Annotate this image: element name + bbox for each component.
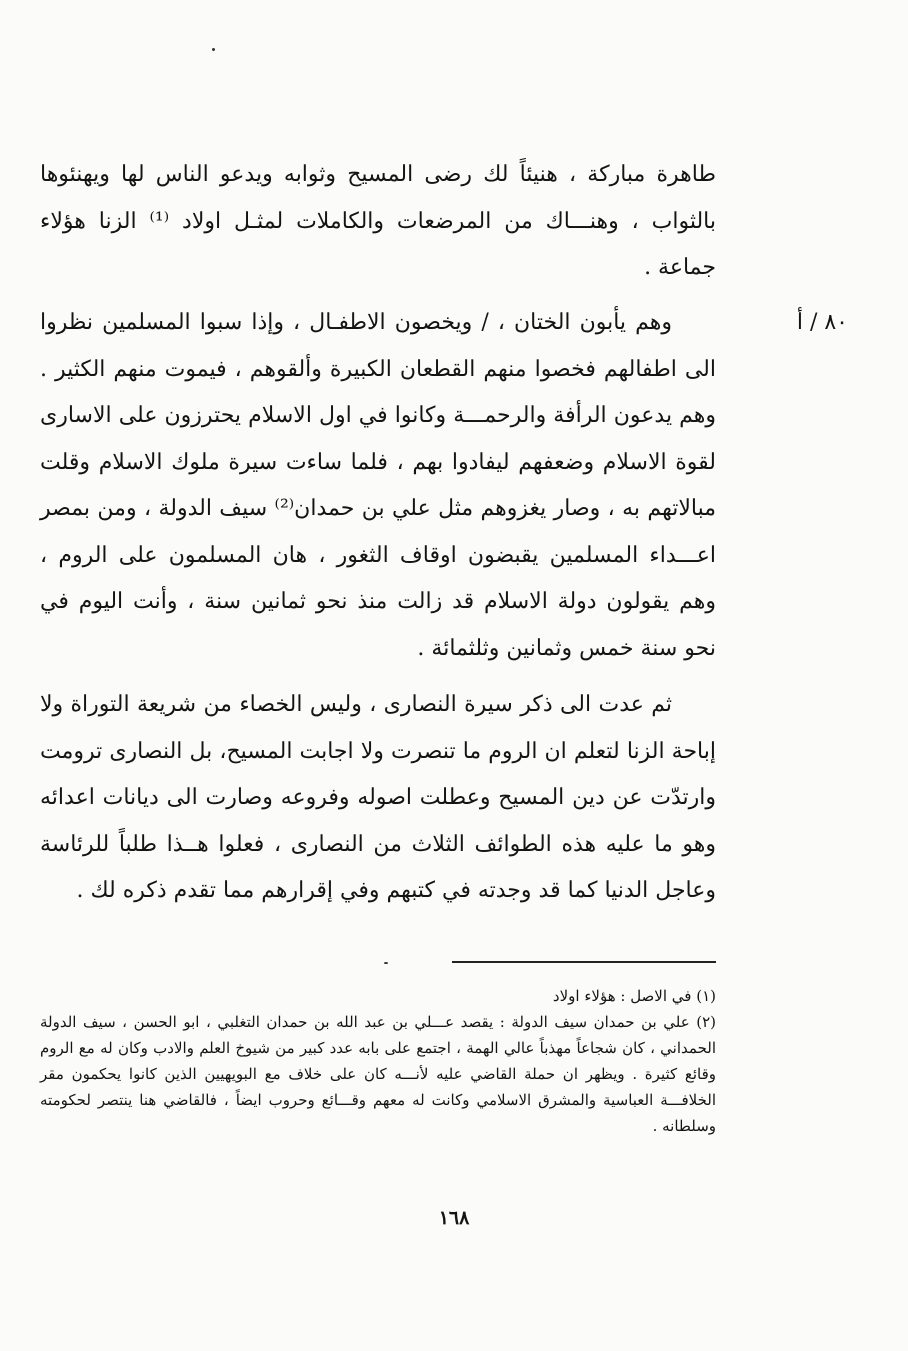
page-number: ١٦٨ <box>438 1207 470 1229</box>
body-paragraph-1 <box>40 152 716 292</box>
paragraph-text: ثم عدت الى ذكر سيرة النصارى ، وليس الخصاء من شريعة التوراة ولا إباحة الزنا لتعلم ان الروم ما تنصرت ولا اجابت المسيح، بل النصارى ترومت وارتدّت عن دين المسيح وعطلت اصوله وفروعه وصارت الى ديانات اعدائه وهو ما عليه هذه الطوائف الثلاث من النصارى ، فعلوا هــذا طلباً للرئاسة وعاجل الدنيا كما قد وجدته في كتبهم وفي إقرارهم مما تقدم ذكره لك . <box>40 692 716 903</box>
folio-margin-note: ٨٠ / أ <box>796 310 848 335</box>
footnote-1: (١) في الاصل : هؤلاء اولاد <box>552 987 716 1005</box>
paragraph-text: وهم يأبون الختان ، / ويخصون الاطفـال ، وإذا سبوا المسلمين نظروا الى اطفالهم فخصوا منهم القطعان الكبيرة وألقوهم ، فيموت منهم الكثير . وهم يدعون الرأفة والرحمـــة وكانوا في اول الاسلام يحترزون على الاسارى لقوة الاسلام وضعفهم ليفادوا بهم ، فلما ساءت سيرة ملوك الاسلام وقلت مبالاتهم به ، وصار يغزوهم مثل علي بن حمدان⁽²⁾ سيف الدولة ، ومن بمصر اعـــداء المسلمين يقبضون اوقاف الثغور ، هان المسلمون على الروم ، وهم يقولون دولة الاسلام قد زالت منذ نحو ثمانين سنة ، وأنت اليوم في نحو سنة خمس وثمانين وثلثمائة . <box>40 310 717 661</box>
ink-speck <box>212 48 215 51</box>
body-paragraph-2 <box>40 300 716 672</box>
paragraph-text: طاهرة مباركة ، هنيئاً لك رضى المسيح وثوابه ويدعو الناس لها ويهنئوها بالثواب ، وهنـــاك من المرضعات والكاملات لمثـل اولاد ⁽¹⁾ الزنا هؤلاء جماعة . <box>40 162 716 280</box>
footnote-2: (٢) علي بن حمدان سيف الدولة : يقصد عـــلي بن عبد الله بن حمدان التغلبي ، ابو الحسن ، سيف الدولة الحمداني ، كان شجاعاً مهذباً عالي الهمة ، اجتمع على بابه عدد كبير من شيوخ العلم والادب وكان له مع الروم وقائع كثيرة . ويظهر ان حملة القاضي عليه لأنـــه كان على خلاف مع البويهيين الذين كانوا يحكمون مقر الخلافـــة العباسية والمشرق الاسلامي وكانت له معهم وقـــائع وحروب ايضاً ، فالقاضي هنا ينتصر لحكومته وسلطانه . <box>40 1013 716 1135</box>
footnote-separator <box>452 961 716 963</box>
body-paragraph-3 <box>40 682 716 915</box>
ink-speck <box>384 962 388 964</box>
footnotes <box>40 983 716 1139</box>
